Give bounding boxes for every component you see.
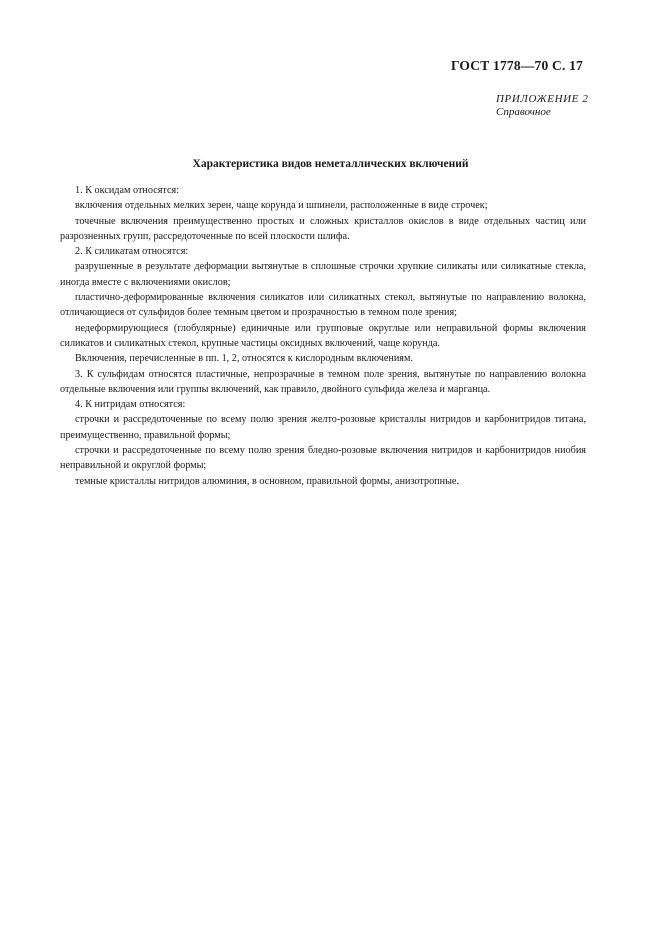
paragraph: строчки и рассредоточенные по всему полю зрения желто-розовые кристаллы нитридов и карбонитридов титана, преимущественно, правильной формы; (60, 414, 586, 441)
paragraph: точечные включения преимущественно простых и сложных кристаллов окислов в виде отдельных частиц или разрозненных групп, рассредоточенные по всей плоскости шлифа. (60, 215, 586, 242)
paragraph: недеформирующиеся (глобулярные) единичные или групповые округлые или неправильной формы включения силикатов и силикатных стекол, крупные частицы оксидных включений, чаще корунда. (60, 322, 586, 349)
appendix-block (496, 93, 588, 119)
section-title: Характеристика видов неметаллических включений (192, 158, 469, 170)
paragraph: 1. К оксидам относятся: (75, 185, 180, 196)
body-text (60, 183, 586, 489)
paragraph: Включения, перечисленные в пп. 1, 2, относятся к кислородным включениям. (75, 353, 413, 365)
paragraph: темные кристаллы нитридов алюминия, в основном, правильной формы, анизотропные. (75, 475, 459, 487)
paragraph: 2. К силикатам относятся: (75, 246, 189, 258)
paragraph: пластично-деформированные включения силикатов или силикатных стекол, вытянутые по направлению волокна, отличающиеся от сульфидов более темным цветом и прозрачностью в темном поле зрения; (60, 292, 586, 319)
page-header-standard: ГОСТ 1778—70 С. 17 (450, 58, 583, 73)
appendix-label: ПРИЛОЖЕНИЕ 2 (496, 93, 589, 105)
appendix-sublabel: Справочное (496, 106, 551, 118)
paragraph: строчки и рассредоточенные по всему полю зрения бледно-розовые включения нитридов и карбонитридов ниобия неправильной и округлой формы; (60, 445, 586, 472)
paragraph: 4. К нитридам относятся: (75, 399, 186, 411)
paragraph: 3. К сульфидам относятся пластичные, непрозрачные в темном поле зрения, вытянутые по направлению волокна отдельные включения или группы включений, как правило, двойного сульфида железа и марганца. (60, 368, 586, 395)
paragraph: включения отдельных мелких зерен, чаще корунда и шпинели, расположенные в виде строчек; (75, 200, 488, 212)
paragraph: разрушенные в результате деформации вытянутые в сплошные строчки хрупкие силикаты или силикатные стекла, иногда вместе с включениями окислов; (60, 261, 586, 288)
